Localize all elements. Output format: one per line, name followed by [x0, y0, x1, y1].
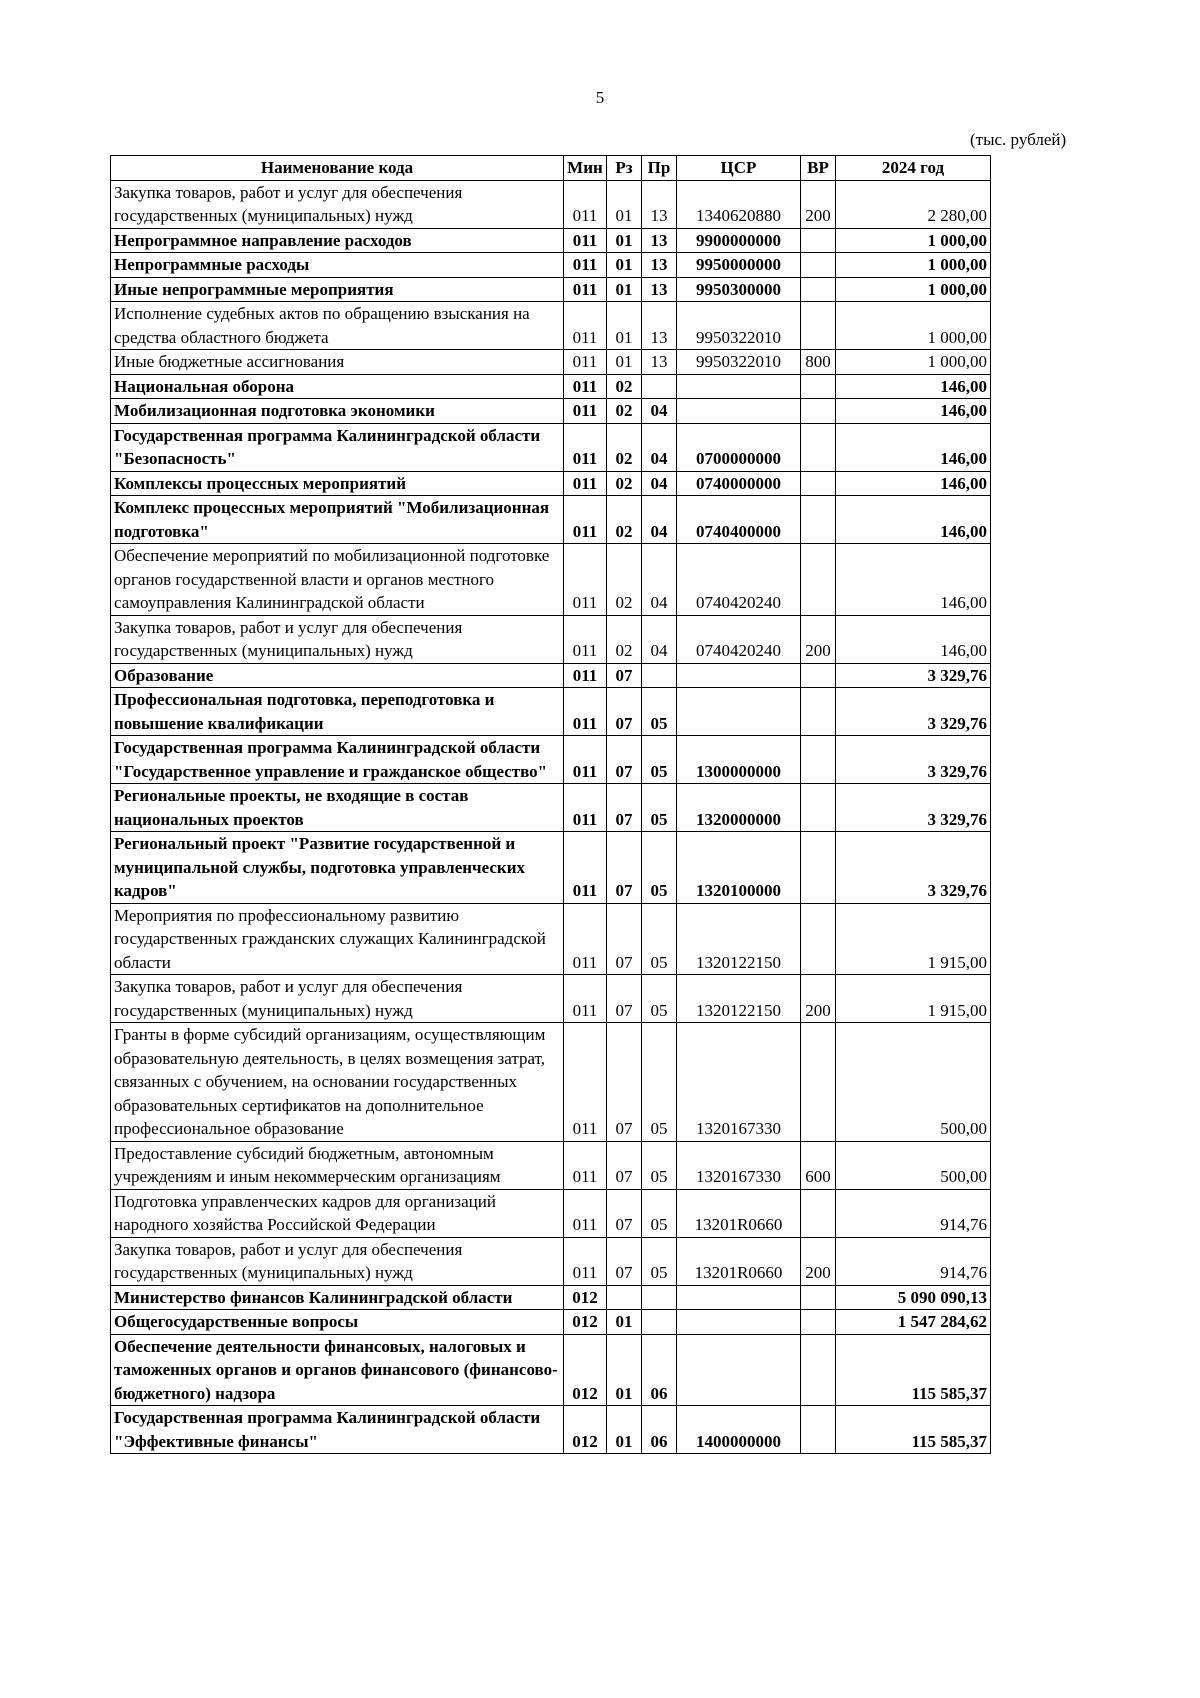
cell-vr	[801, 688, 836, 736]
cell-name: Обеспечение мероприятий по мобилизационной подготовке органов государственной власти и органов местного самоуправления Калининградской области	[111, 544, 564, 616]
cell-rz: 07	[607, 1237, 642, 1285]
cell-rz: 02	[607, 615, 642, 663]
cell-pr: 05	[642, 736, 677, 784]
cell-csr: 1320167330	[677, 1141, 801, 1189]
cell-pr: 05	[642, 832, 677, 904]
cell-csr: 1320167330	[677, 1023, 801, 1142]
cell-pr	[642, 1285, 677, 1310]
cell-name: Общегосударственные вопросы	[111, 1310, 564, 1335]
cell-amount: 146,00	[836, 615, 991, 663]
cell-name: Закупка товаров, работ и услуг для обеспечения государственных (муниципальных) нужд	[111, 975, 564, 1023]
cell-pr	[642, 663, 677, 688]
cell-rz: 02	[607, 399, 642, 424]
cell-amount: 146,00	[836, 471, 991, 496]
cell-rz: 01	[607, 228, 642, 253]
cell-csr: 0740420240	[677, 544, 801, 616]
cell-min: 011	[564, 180, 607, 228]
cell-pr: 05	[642, 784, 677, 832]
cell-amount: 115 585,37	[836, 1334, 991, 1406]
cell-rz: 02	[607, 496, 642, 544]
cell-pr	[642, 374, 677, 399]
cell-amount: 115 585,37	[836, 1406, 991, 1454]
cell-pr: 05	[642, 1141, 677, 1189]
table-row	[111, 1285, 991, 1310]
cell-min: 011	[564, 277, 607, 302]
header-min: Мин	[564, 156, 607, 181]
cell-amount: 500,00	[836, 1141, 991, 1189]
cell-min: 011	[564, 1141, 607, 1189]
cell-amount: 1 000,00	[836, 302, 991, 350]
cell-name: Образование	[111, 663, 564, 688]
cell-min: 011	[564, 544, 607, 616]
cell-name: Обеспечение деятельности финансовых, налоговых и таможенных органов и органов финансового (финансово-бюджетного) надзора	[111, 1334, 564, 1406]
cell-csr: 1320122150	[677, 975, 801, 1023]
cell-name: Иные непрограммные мероприятия	[111, 277, 564, 302]
cell-rz: 07	[607, 903, 642, 975]
cell-rz: 01	[607, 1334, 642, 1406]
cell-amount: 1 000,00	[836, 277, 991, 302]
cell-rz	[607, 1285, 642, 1310]
cell-vr	[801, 832, 836, 904]
cell-min: 011	[564, 975, 607, 1023]
cell-pr: 05	[642, 975, 677, 1023]
cell-amount: 1 915,00	[836, 903, 991, 975]
cell-name: Закупка товаров, работ и услуг для обеспечения государственных (муниципальных) нужд	[111, 180, 564, 228]
header-vr: ВР	[801, 156, 836, 181]
cell-pr: 04	[642, 496, 677, 544]
cell-pr: 04	[642, 615, 677, 663]
cell-rz: 07	[607, 832, 642, 904]
cell-vr	[801, 903, 836, 975]
cell-min: 012	[564, 1285, 607, 1310]
cell-vr	[801, 736, 836, 784]
cell-amount: 3 329,76	[836, 784, 991, 832]
cell-name: Мероприятия по профессиональному развитию государственных гражданских служащих Калининградской области	[111, 903, 564, 975]
cell-min: 011	[564, 471, 607, 496]
table-row	[111, 228, 991, 253]
table-row	[111, 471, 991, 496]
cell-rz: 07	[607, 1023, 642, 1142]
cell-pr: 13	[642, 302, 677, 350]
cell-name: Мобилизационная подготовка экономики	[111, 399, 564, 424]
cell-min: 011	[564, 302, 607, 350]
cell-vr: 600	[801, 1141, 836, 1189]
cell-amount: 2 280,00	[836, 180, 991, 228]
cell-min: 011	[564, 228, 607, 253]
cell-amount: 914,76	[836, 1189, 991, 1237]
cell-rz: 01	[607, 277, 642, 302]
cell-rz: 07	[607, 1141, 642, 1189]
cell-vr	[801, 663, 836, 688]
cell-name: Профессиональная подготовка, переподготовка и повышение квалификации	[111, 688, 564, 736]
cell-pr: 05	[642, 1237, 677, 1285]
cell-name: Государственная программа Калининградской области "Безопасность"	[111, 423, 564, 471]
cell-amount: 3 329,76	[836, 688, 991, 736]
table-row	[111, 1334, 991, 1406]
cell-rz: 02	[607, 423, 642, 471]
cell-pr: 13	[642, 350, 677, 375]
cell-csr	[677, 1285, 801, 1310]
units-label: (тыс. рублей)	[970, 130, 1067, 149]
table-row	[111, 903, 991, 975]
cell-amount: 1 000,00	[836, 253, 991, 278]
table-row	[111, 374, 991, 399]
cell-csr: 1320122150	[677, 903, 801, 975]
cell-min: 011	[564, 350, 607, 375]
cell-amount: 500,00	[836, 1023, 991, 1142]
table-row	[111, 1023, 991, 1142]
cell-vr	[801, 544, 836, 616]
cell-pr: 13	[642, 253, 677, 278]
cell-vr: 200	[801, 975, 836, 1023]
table-row	[111, 1237, 991, 1285]
page-number: 5	[595, 88, 605, 107]
table-row	[111, 975, 991, 1023]
cell-pr: 04	[642, 399, 677, 424]
cell-min: 011	[564, 903, 607, 975]
header-csr: ЦСР	[677, 156, 801, 181]
cell-csr: 1320100000	[677, 832, 801, 904]
cell-min: 012	[564, 1310, 607, 1335]
table-row	[111, 784, 991, 832]
cell-name: Региональные проекты, не входящие в состав национальных проектов	[111, 784, 564, 832]
table-row	[111, 615, 991, 663]
cell-min: 011	[564, 615, 607, 663]
table-row	[111, 544, 991, 616]
header-name: Наименование кода	[111, 156, 564, 181]
cell-name: Комплексы процессных мероприятий	[111, 471, 564, 496]
cell-csr	[677, 688, 801, 736]
budget-table	[110, 155, 991, 1454]
cell-vr	[801, 399, 836, 424]
cell-rz: 02	[607, 544, 642, 616]
cell-csr: 1320000000	[677, 784, 801, 832]
cell-csr	[677, 1310, 801, 1335]
table-row	[111, 1406, 991, 1454]
cell-amount: 1 000,00	[836, 228, 991, 253]
cell-name: Гранты в форме субсидий организациям, осуществляющим образовательную деятельность, в целях возмещения затрат, связанных с обучением, на основании государственных образовательных сертификатов на дополнительное профессиональное образование	[111, 1023, 564, 1142]
cell-min: 011	[564, 423, 607, 471]
table-row	[111, 1141, 991, 1189]
cell-vr	[801, 423, 836, 471]
cell-vr	[801, 496, 836, 544]
cell-amount: 146,00	[836, 544, 991, 616]
cell-csr: 13201R0660	[677, 1189, 801, 1237]
cell-name: Закупка товаров, работ и услуг для обеспечения государственных (муниципальных) нужд	[111, 1237, 564, 1285]
cell-pr: 05	[642, 688, 677, 736]
cell-csr: 0740000000	[677, 471, 801, 496]
header-pr: Пр	[642, 156, 677, 181]
cell-min: 011	[564, 663, 607, 688]
table-row	[111, 399, 991, 424]
cell-csr	[677, 663, 801, 688]
cell-vr	[801, 1406, 836, 1454]
cell-pr: 05	[642, 1189, 677, 1237]
cell-rz: 07	[607, 784, 642, 832]
cell-name: Непрограммное направление расходов	[111, 228, 564, 253]
cell-min: 012	[564, 1406, 607, 1454]
cell-min: 012	[564, 1334, 607, 1406]
cell-vr: 200	[801, 615, 836, 663]
table-row	[111, 832, 991, 904]
cell-rz: 07	[607, 663, 642, 688]
cell-csr	[677, 1334, 801, 1406]
cell-vr	[801, 1285, 836, 1310]
cell-csr: 9900000000	[677, 228, 801, 253]
cell-csr	[677, 399, 801, 424]
cell-amount: 146,00	[836, 399, 991, 424]
cell-rz: 07	[607, 736, 642, 784]
table-row	[111, 688, 991, 736]
cell-rz: 07	[607, 975, 642, 1023]
cell-name: Иные бюджетные ассигнования	[111, 350, 564, 375]
table-row	[111, 496, 991, 544]
cell-pr: 05	[642, 903, 677, 975]
cell-amount: 914,76	[836, 1237, 991, 1285]
cell-name: Предоставление субсидий бюджетным, автономным учреждениям и иным некоммерческим организациям	[111, 1141, 564, 1189]
cell-name: Национальная оборона	[111, 374, 564, 399]
table-row	[111, 302, 991, 350]
table-row	[111, 350, 991, 375]
cell-amount: 146,00	[836, 496, 991, 544]
cell-rz: 01	[607, 1406, 642, 1454]
cell-name: Закупка товаров, работ и услуг для обеспечения государственных (муниципальных) нужд	[111, 615, 564, 663]
table-row	[111, 1310, 991, 1335]
cell-name: Государственная программа Калининградской области "Эффективные финансы"	[111, 1406, 564, 1454]
cell-min: 011	[564, 688, 607, 736]
table-row	[111, 1189, 991, 1237]
cell-pr: 04	[642, 423, 677, 471]
cell-amount: 3 329,76	[836, 663, 991, 688]
cell-vr	[801, 1334, 836, 1406]
cell-amount: 1 915,00	[836, 975, 991, 1023]
table-row	[111, 663, 991, 688]
cell-vr	[801, 228, 836, 253]
cell-name: Региональный проект "Развитие государственной и муниципальной службы, подготовка управленческих кадров"	[111, 832, 564, 904]
cell-name: Министерство финансов Калининградской области	[111, 1285, 564, 1310]
cell-csr: 9950322010	[677, 350, 801, 375]
cell-amount: 3 329,76	[836, 736, 991, 784]
cell-pr: 13	[642, 228, 677, 253]
cell-rz: 01	[607, 180, 642, 228]
cell-name: Исполнение судебных актов по обращению взыскания на средства областного бюджета	[111, 302, 564, 350]
cell-rz: 01	[607, 1310, 642, 1335]
table-row	[111, 736, 991, 784]
cell-name: Подготовка управленческих кадров для организаций народного хозяйства Российской Федерации	[111, 1189, 564, 1237]
cell-rz: 01	[607, 253, 642, 278]
cell-rz: 02	[607, 374, 642, 399]
cell-pr	[642, 1310, 677, 1335]
table-header-row	[111, 156, 991, 181]
cell-amount: 146,00	[836, 374, 991, 399]
cell-csr: 0700000000	[677, 423, 801, 471]
header-rz: Рз	[607, 156, 642, 181]
cell-csr: 1300000000	[677, 736, 801, 784]
cell-min: 011	[564, 784, 607, 832]
cell-amount: 1 547 284,62	[836, 1310, 991, 1335]
cell-rz: 02	[607, 471, 642, 496]
cell-vr	[801, 253, 836, 278]
cell-min: 011	[564, 399, 607, 424]
cell-pr: 06	[642, 1406, 677, 1454]
cell-rz: 01	[607, 302, 642, 350]
cell-vr	[801, 302, 836, 350]
cell-csr: 9950322010	[677, 302, 801, 350]
cell-min: 011	[564, 736, 607, 784]
cell-vr	[801, 277, 836, 302]
cell-vr: 200	[801, 1237, 836, 1285]
cell-vr: 800	[801, 350, 836, 375]
table-body	[111, 180, 991, 1454]
cell-csr: 9950000000	[677, 253, 801, 278]
cell-min: 011	[564, 1023, 607, 1142]
cell-vr	[801, 784, 836, 832]
cell-name: Государственная программа Калининградской области "Государственное управление и гражданское общество"	[111, 736, 564, 784]
cell-csr: 0740420240	[677, 615, 801, 663]
cell-vr	[801, 1189, 836, 1237]
cell-rz: 01	[607, 350, 642, 375]
cell-csr: 13201R0660	[677, 1237, 801, 1285]
table-row	[111, 423, 991, 471]
cell-vr: 200	[801, 180, 836, 228]
cell-vr	[801, 1023, 836, 1142]
cell-amount: 5 090 090,13	[836, 1285, 991, 1310]
cell-pr: 13	[642, 277, 677, 302]
cell-pr: 13	[642, 180, 677, 228]
cell-csr: 9950300000	[677, 277, 801, 302]
cell-rz: 07	[607, 1189, 642, 1237]
table-row	[111, 180, 991, 228]
cell-csr: 1400000000	[677, 1406, 801, 1454]
cell-min: 011	[564, 1237, 607, 1285]
cell-csr: 1340620880	[677, 180, 801, 228]
cell-name: Непрограммные расходы	[111, 253, 564, 278]
cell-amount: 1 000,00	[836, 350, 991, 375]
cell-pr: 04	[642, 544, 677, 616]
header-year: 2024 год	[836, 156, 991, 181]
cell-min: 011	[564, 1189, 607, 1237]
cell-vr	[801, 1310, 836, 1335]
cell-pr: 04	[642, 471, 677, 496]
cell-min: 011	[564, 253, 607, 278]
table-row	[111, 253, 991, 278]
cell-csr	[677, 374, 801, 399]
cell-csr: 0740400000	[677, 496, 801, 544]
cell-amount: 146,00	[836, 423, 991, 471]
cell-vr	[801, 374, 836, 399]
cell-rz: 07	[607, 688, 642, 736]
cell-name: Комплекс процессных мероприятий "Мобилизационная подготовка"	[111, 496, 564, 544]
cell-pr: 06	[642, 1334, 677, 1406]
cell-amount: 3 329,76	[836, 832, 991, 904]
cell-min: 011	[564, 496, 607, 544]
cell-min: 011	[564, 832, 607, 904]
table-row	[111, 277, 991, 302]
cell-min: 011	[564, 374, 607, 399]
cell-vr	[801, 471, 836, 496]
cell-pr: 05	[642, 1023, 677, 1142]
